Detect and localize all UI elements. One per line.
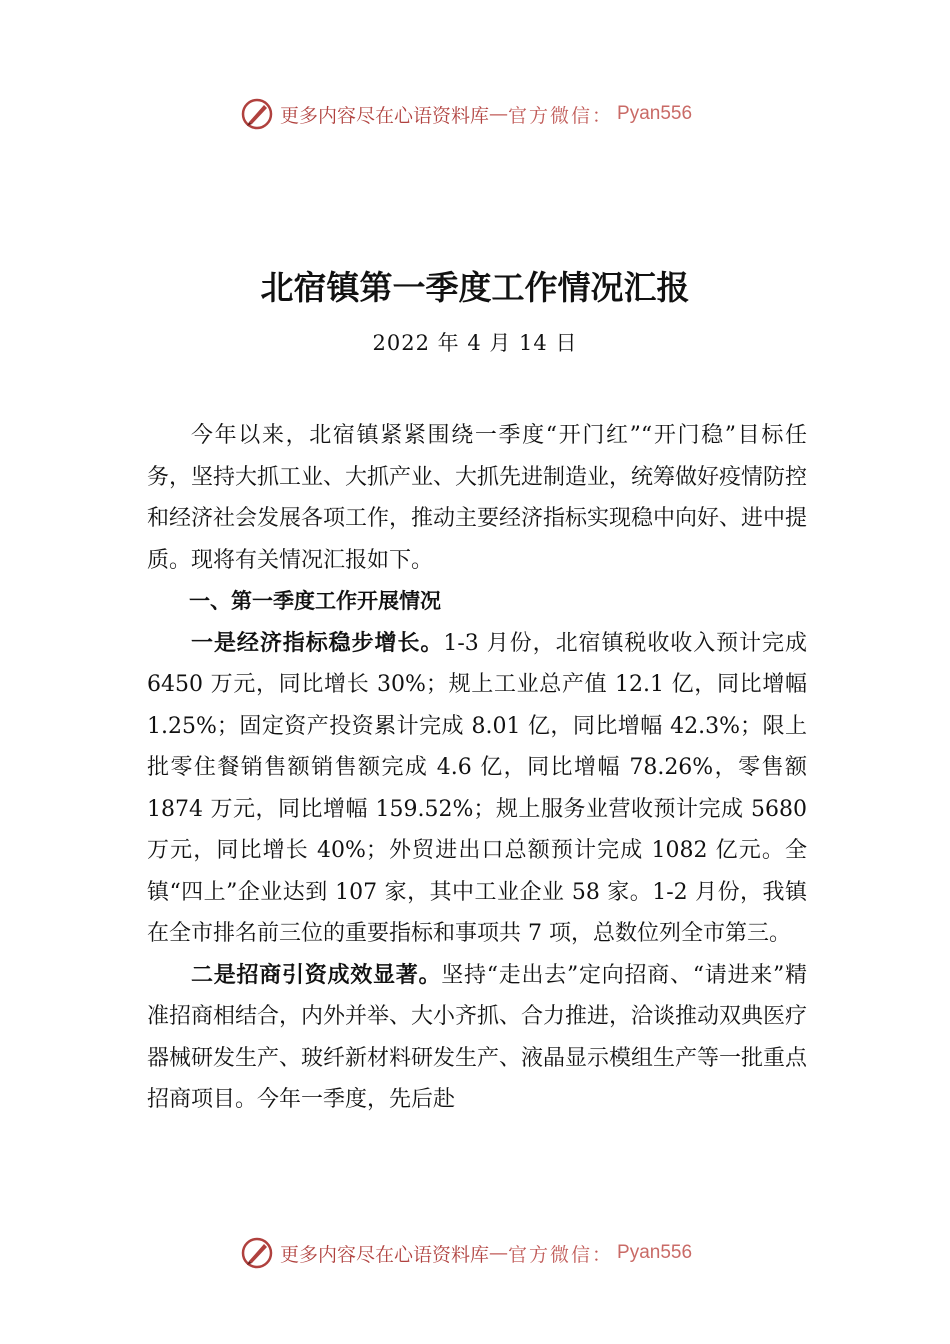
- pen-logo-icon: [240, 97, 274, 131]
- document-body: [147, 415, 807, 1121]
- paragraph-lead: 一是经济指标稳步增长。: [191, 629, 444, 656]
- paragraph-economic: [147, 623, 807, 955]
- watermark-wechat-label: 官方微信：: [508, 1243, 614, 1266]
- intro-paragraph: 今年以来，北宿镇紧紧围绕一季度“开门红”“开门稳”目标任务，坚持大抓工业、大抓产业、大抓先进制造业，统筹做好疫情防控和经济社会发展各项工作，推动主要经济指标实现稳中向好、进中提质。现将有关情况汇报如下。: [147, 423, 808, 573]
- watermark-header: [240, 97, 692, 131]
- section-heading: 一、第一季度工作开展情况: [189, 589, 441, 613]
- paragraph-text: 坚持“走出去”定向招商、“请进来”精准招商相结合，内外并举、大小齐抓、合力推进，洽谈推动双典医疗器械研发生产、玻纤新材料研发生产、液晶显示模组生产等一批重点招商项目。今年一季度，先后赴: [147, 962, 808, 1112]
- watermark-wechat-label: 官方微信：: [508, 104, 614, 127]
- watermark-separator: —: [489, 103, 509, 125]
- document-title: 北宿镇第一季度工作情况汇报: [260, 268, 690, 307]
- document-date: 2022 年 4 月 14 日: [372, 331, 578, 355]
- paragraph-lead: 二是招商引资成效显著。: [191, 961, 442, 988]
- watermark-account: Pyan556: [617, 1242, 693, 1263]
- watermark-account: Pyan556: [617, 103, 693, 124]
- paragraph-investment: [147, 955, 807, 1121]
- watermark-site: 更多内容尽在心语资料库: [280, 104, 490, 127]
- watermark-site: 更多内容尽在心语资料库: [280, 1243, 490, 1266]
- watermark-footer: [240, 1236, 692, 1270]
- paragraph-text: 1-3 月份，北宿镇税收收入预计完成 6450 万元，同比增长 30%；规上工业总产值 12.1 亿，同比增幅 1.25%；固定资产投资累计完成 8.01 亿，同比增幅 42.3%；限上批零住餐销售额销售额完成 4.6 亿，同比增幅 78.26%，零售额 1874 万元，同比增幅 159.52%；规上服务业营收预计完成 5680 万元，同比增长 40%；外贸进出口总额预计完成 1082 亿元。全镇“四上”企业达到 107 家，其中工业企业 58 家。1-2 月份，我镇在全市排名前三位的重要指标和事项共 7 项，总数位列全市第三。: [147, 630, 807, 946]
- watermark-separator: —: [489, 1242, 509, 1264]
- pen-logo-icon: [240, 1236, 274, 1270]
